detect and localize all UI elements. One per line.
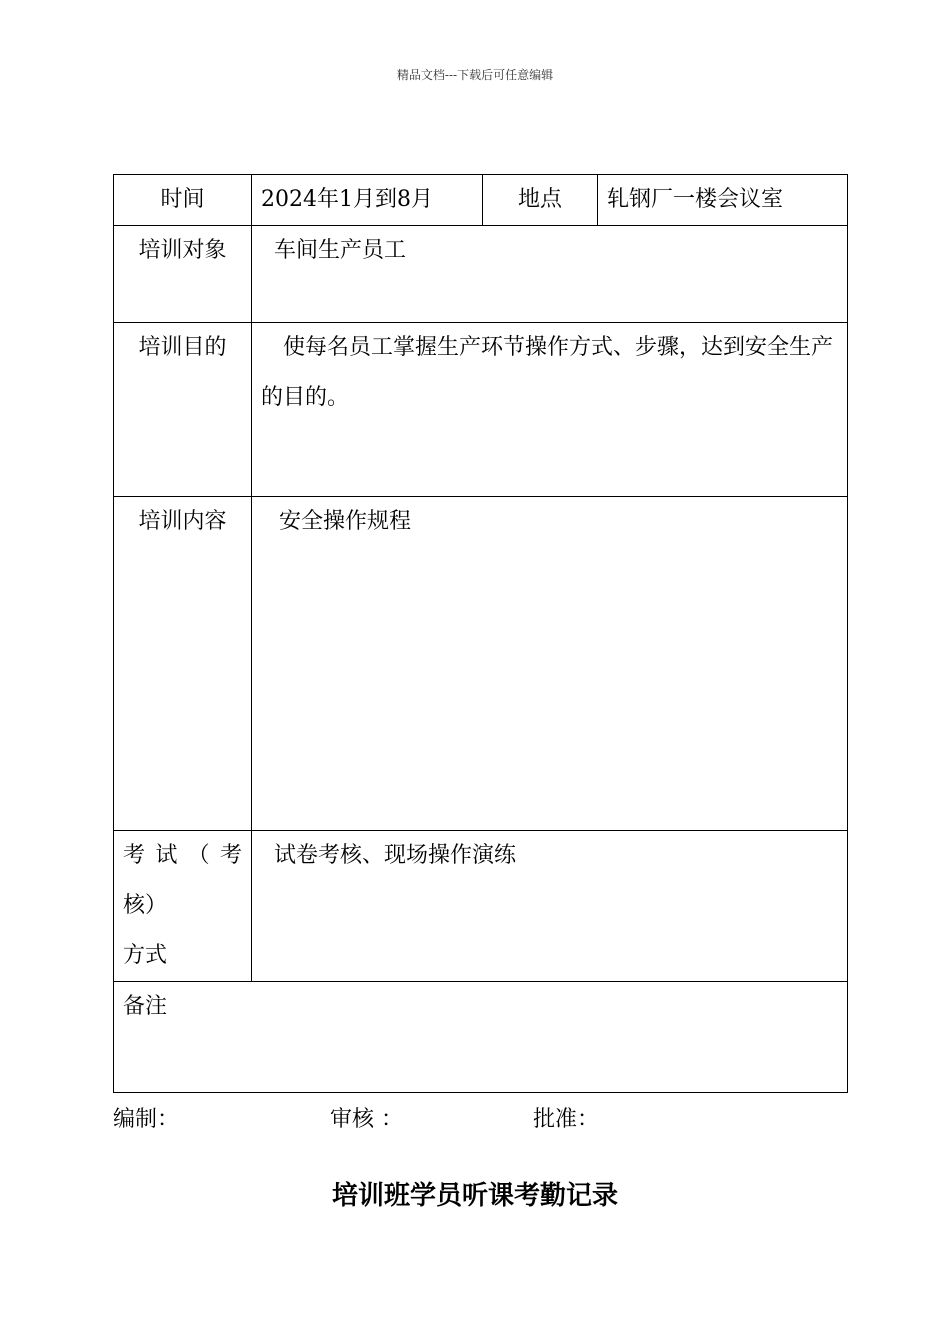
exam-label: [114, 831, 252, 982]
table-row-remarks: [114, 982, 848, 1093]
purpose-value: 使每名员工掌握生产环节操作方式、步骤，达到安全生产的目的。: [252, 323, 848, 497]
exam-label-line2: 核）: [123, 893, 168, 918]
table-row-content: [114, 497, 848, 831]
place-value: 轧钢厂一楼会议室: [598, 175, 848, 226]
content-label: 培训内容: [114, 497, 252, 831]
purpose-label: 培训目的: [114, 323, 252, 497]
exam-label-line1: 考 试 （ 考: [123, 843, 242, 868]
exam-label-line3: 方式: [123, 943, 168, 968]
target-label: 培训对象: [114, 226, 252, 323]
table-row-time: [114, 175, 848, 226]
content-value: 安全操作规程: [252, 497, 848, 831]
approved-by-label: 批准：: [533, 1107, 600, 1132]
remarks-cell: [114, 982, 848, 1093]
reviewed-by-label: 审核 ：: [330, 1107, 403, 1132]
table-row-target: [114, 226, 848, 323]
time-label: 时间: [114, 175, 252, 226]
compiled-by-label: 编制：: [113, 1107, 180, 1132]
training-info-table: [113, 174, 848, 1093]
exam-value: 试卷考核、现场操作演练: [252, 831, 848, 982]
attendance-record-title: 培训班学员听课考勤记录: [331, 1181, 618, 1211]
table-row-purpose: [114, 323, 848, 497]
signature-line: [113, 1103, 847, 1137]
header-note: 精品文档---下载后可任意编辑: [396, 68, 554, 82]
remarks-label: 备注: [123, 994, 168, 1019]
table-row-exam: [114, 831, 848, 982]
place-label: 地点: [483, 175, 598, 226]
target-value: 车间生产员工: [252, 226, 848, 323]
time-value: 2024年1月到8月: [252, 175, 483, 226]
